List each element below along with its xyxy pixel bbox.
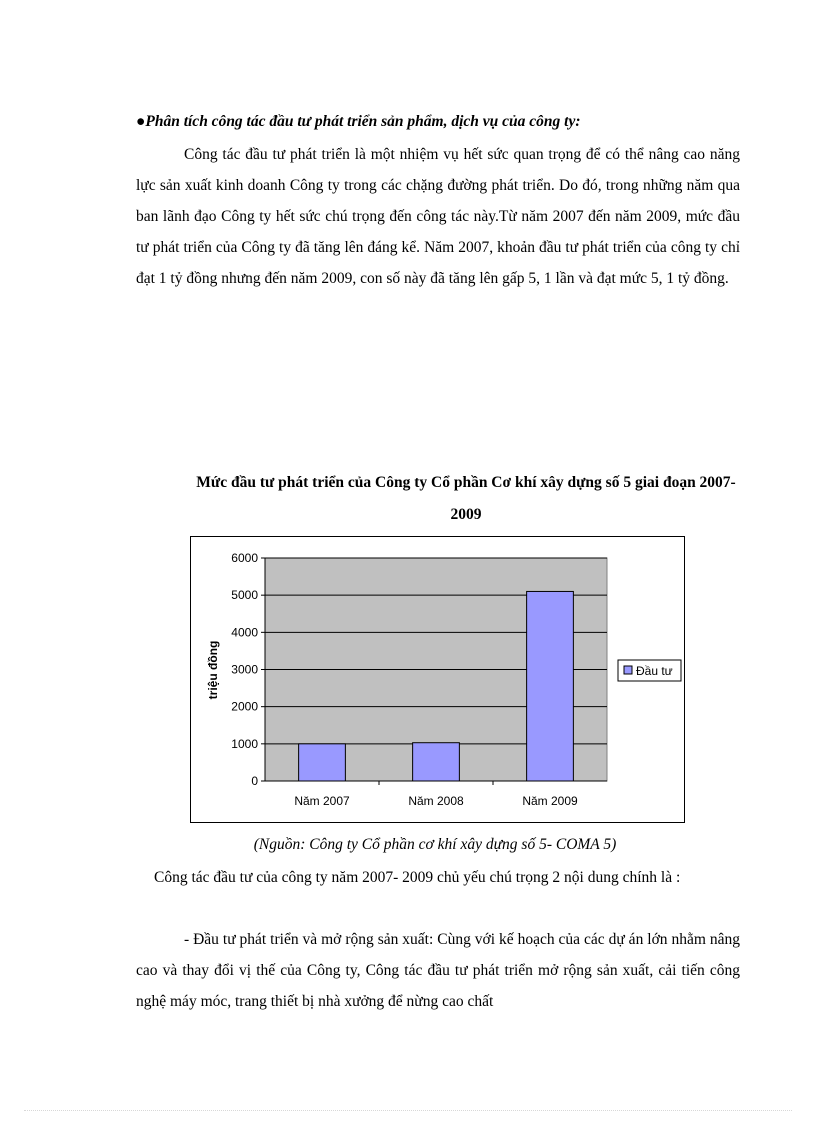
bar-năm-2007 [299,744,346,781]
intro-paragraph: Công tác đầu tư phát triển là một nhiệm vụ hết sức quan trọng để có thể nâng cao năng lực sản xuất kinh doanh Công ty trong các chặng đường phát triển. Do đó, trong những năm qua ban lãnh đạo Công ty hết sức chú trọng đến công tác này.Từ năm 2007 đến năm 2009, mức đầu tư phát triển của Công ty đã tăng lên đáng kể. Năm 2007, khoản đầu tư phát triển của công ty chỉ đạt 1 tỷ đồng nhưng đến năm 2009, con số này đã tăng lên gấp 5, 1 lần và đạt mức 5, 1 tỷ đồng. [136,146,740,287]
y-tick-label: 1000 [231,736,258,751]
y-tick-label: 0 [251,774,258,788]
chart-title: Mức đầu tư phát triển của Công ty Cổ phần Cơ khí xây dựng số 5 giai đoạn 2007- 2009 [196,474,736,523]
bar-năm-2009 [527,591,574,781]
x-tick-label: Năm 2008 [408,794,464,808]
y-tick-label: 2000 [231,699,258,714]
y-tick-label: 5000 [231,588,258,603]
paragraph-content-focus: Công tác đầu tư của công ty năm 2007- 2009 chủ yếu chú trọng 2 nội dung chính là : [154,869,681,886]
y-tick-label: 4000 [231,625,258,640]
page-footer-rule [24,1110,792,1111]
x-tick-label: Năm 2009 [522,794,578,808]
y-tick-label: 6000 [231,551,258,565]
paragraph-investment-expansion: - Đầu tư phát triển và mở rộng sản xuất: Cùng với kế hoạch của các dự án lớn nhằm nâng cao và thay đổi vị thế của Công ty, Công tác đầu tư phát triển mở rộng sản xuất, cải tiến công nghệ máy móc, trang thiết bị nhà xưởng để nừng cao chất [136,931,740,1010]
source-note: (Nguồn: Công ty Cổ phần cơ khí xây dựng số 5- COMA 5) [253,836,617,853]
x-tick-label: Năm 2007 [294,794,350,808]
section-heading: ●Phân tích công tác đầu tư phát triển sản phẩm, dịch vụ của công ty: [136,113,581,130]
bar-năm-2008 [413,743,460,781]
y-tick-label: 3000 [231,662,258,677]
x-tick-labels [294,794,578,808]
legend-label: Đầu tư [636,664,673,678]
y-axis-label: triệu đồng [206,640,220,700]
legend-swatch [624,666,632,674]
investment-bar-chart [190,536,685,823]
